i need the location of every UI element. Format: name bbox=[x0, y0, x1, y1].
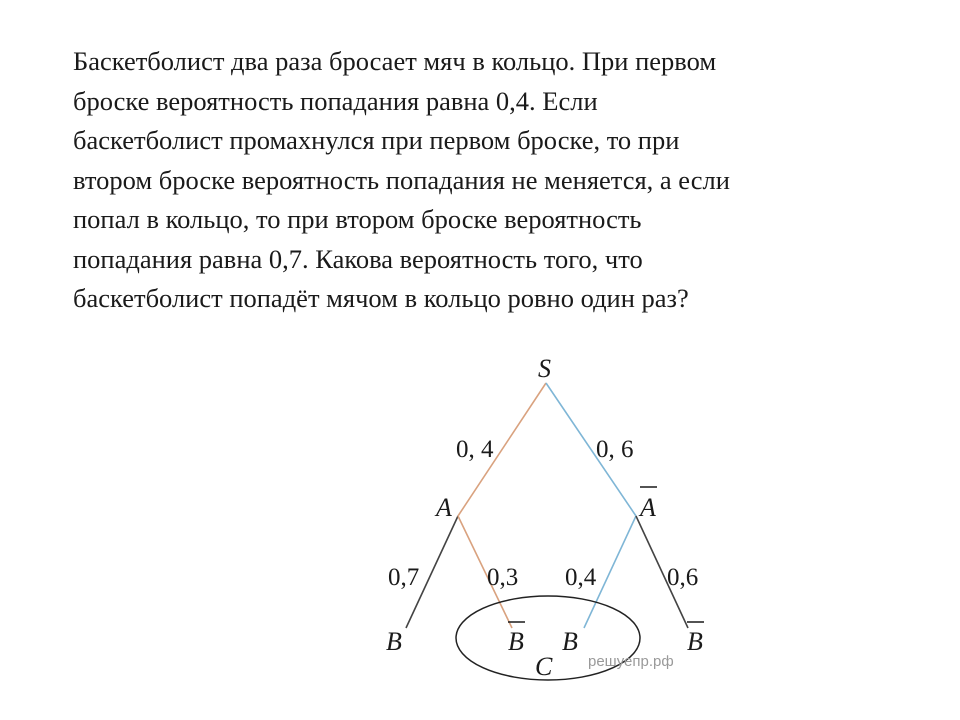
problem-line-5: попал в кольцо, то при втором броске вероятность bbox=[73, 204, 642, 234]
prob-s-to-not-a-label: 0, 6 bbox=[596, 436, 634, 463]
problem-line-7: баскетболист попадёт мячом в кольцо ровно один раз? bbox=[73, 283, 689, 313]
problem-line-3: баскетболист промахнулся при первом броске, то при bbox=[73, 125, 680, 155]
problem-line-4: втором броске вероятность попадания не меняется, а если bbox=[73, 164, 730, 195]
leaf-b-1-label: B bbox=[386, 627, 402, 656]
leaf-not-b-4-label: B bbox=[687, 627, 703, 656]
prob-a-to-b-label: 0,7 bbox=[388, 564, 420, 591]
node-not-a-label: A bbox=[640, 493, 656, 522]
prob-a-to-not-b-label: 0,3 bbox=[487, 564, 519, 591]
problem-line-1: Баскетболист два раза бросает мяч в кольцо. При первом bbox=[73, 46, 717, 76]
node-a-label: A bbox=[436, 493, 452, 522]
problem-line-2: броске вероятность попадания равна 0,4. Если bbox=[73, 85, 598, 116]
leaf-not-b-2-label: B bbox=[508, 627, 524, 656]
prob-not-a-to-b-label: 0,4 bbox=[565, 564, 597, 591]
leaf-b-3-label: B bbox=[562, 627, 578, 656]
prob-not-a-to-not-b-label: 0,6 bbox=[667, 564, 699, 591]
prob-s-to-a-label: 0, 4 bbox=[456, 436, 494, 463]
problem-line-6: попадания равна 0,7. Какова вероятность того, что bbox=[73, 243, 643, 274]
root-node-label: S bbox=[538, 354, 551, 383]
site-watermark: решуепр.рф bbox=[588, 653, 674, 670]
event-c-label: C bbox=[535, 652, 553, 681]
